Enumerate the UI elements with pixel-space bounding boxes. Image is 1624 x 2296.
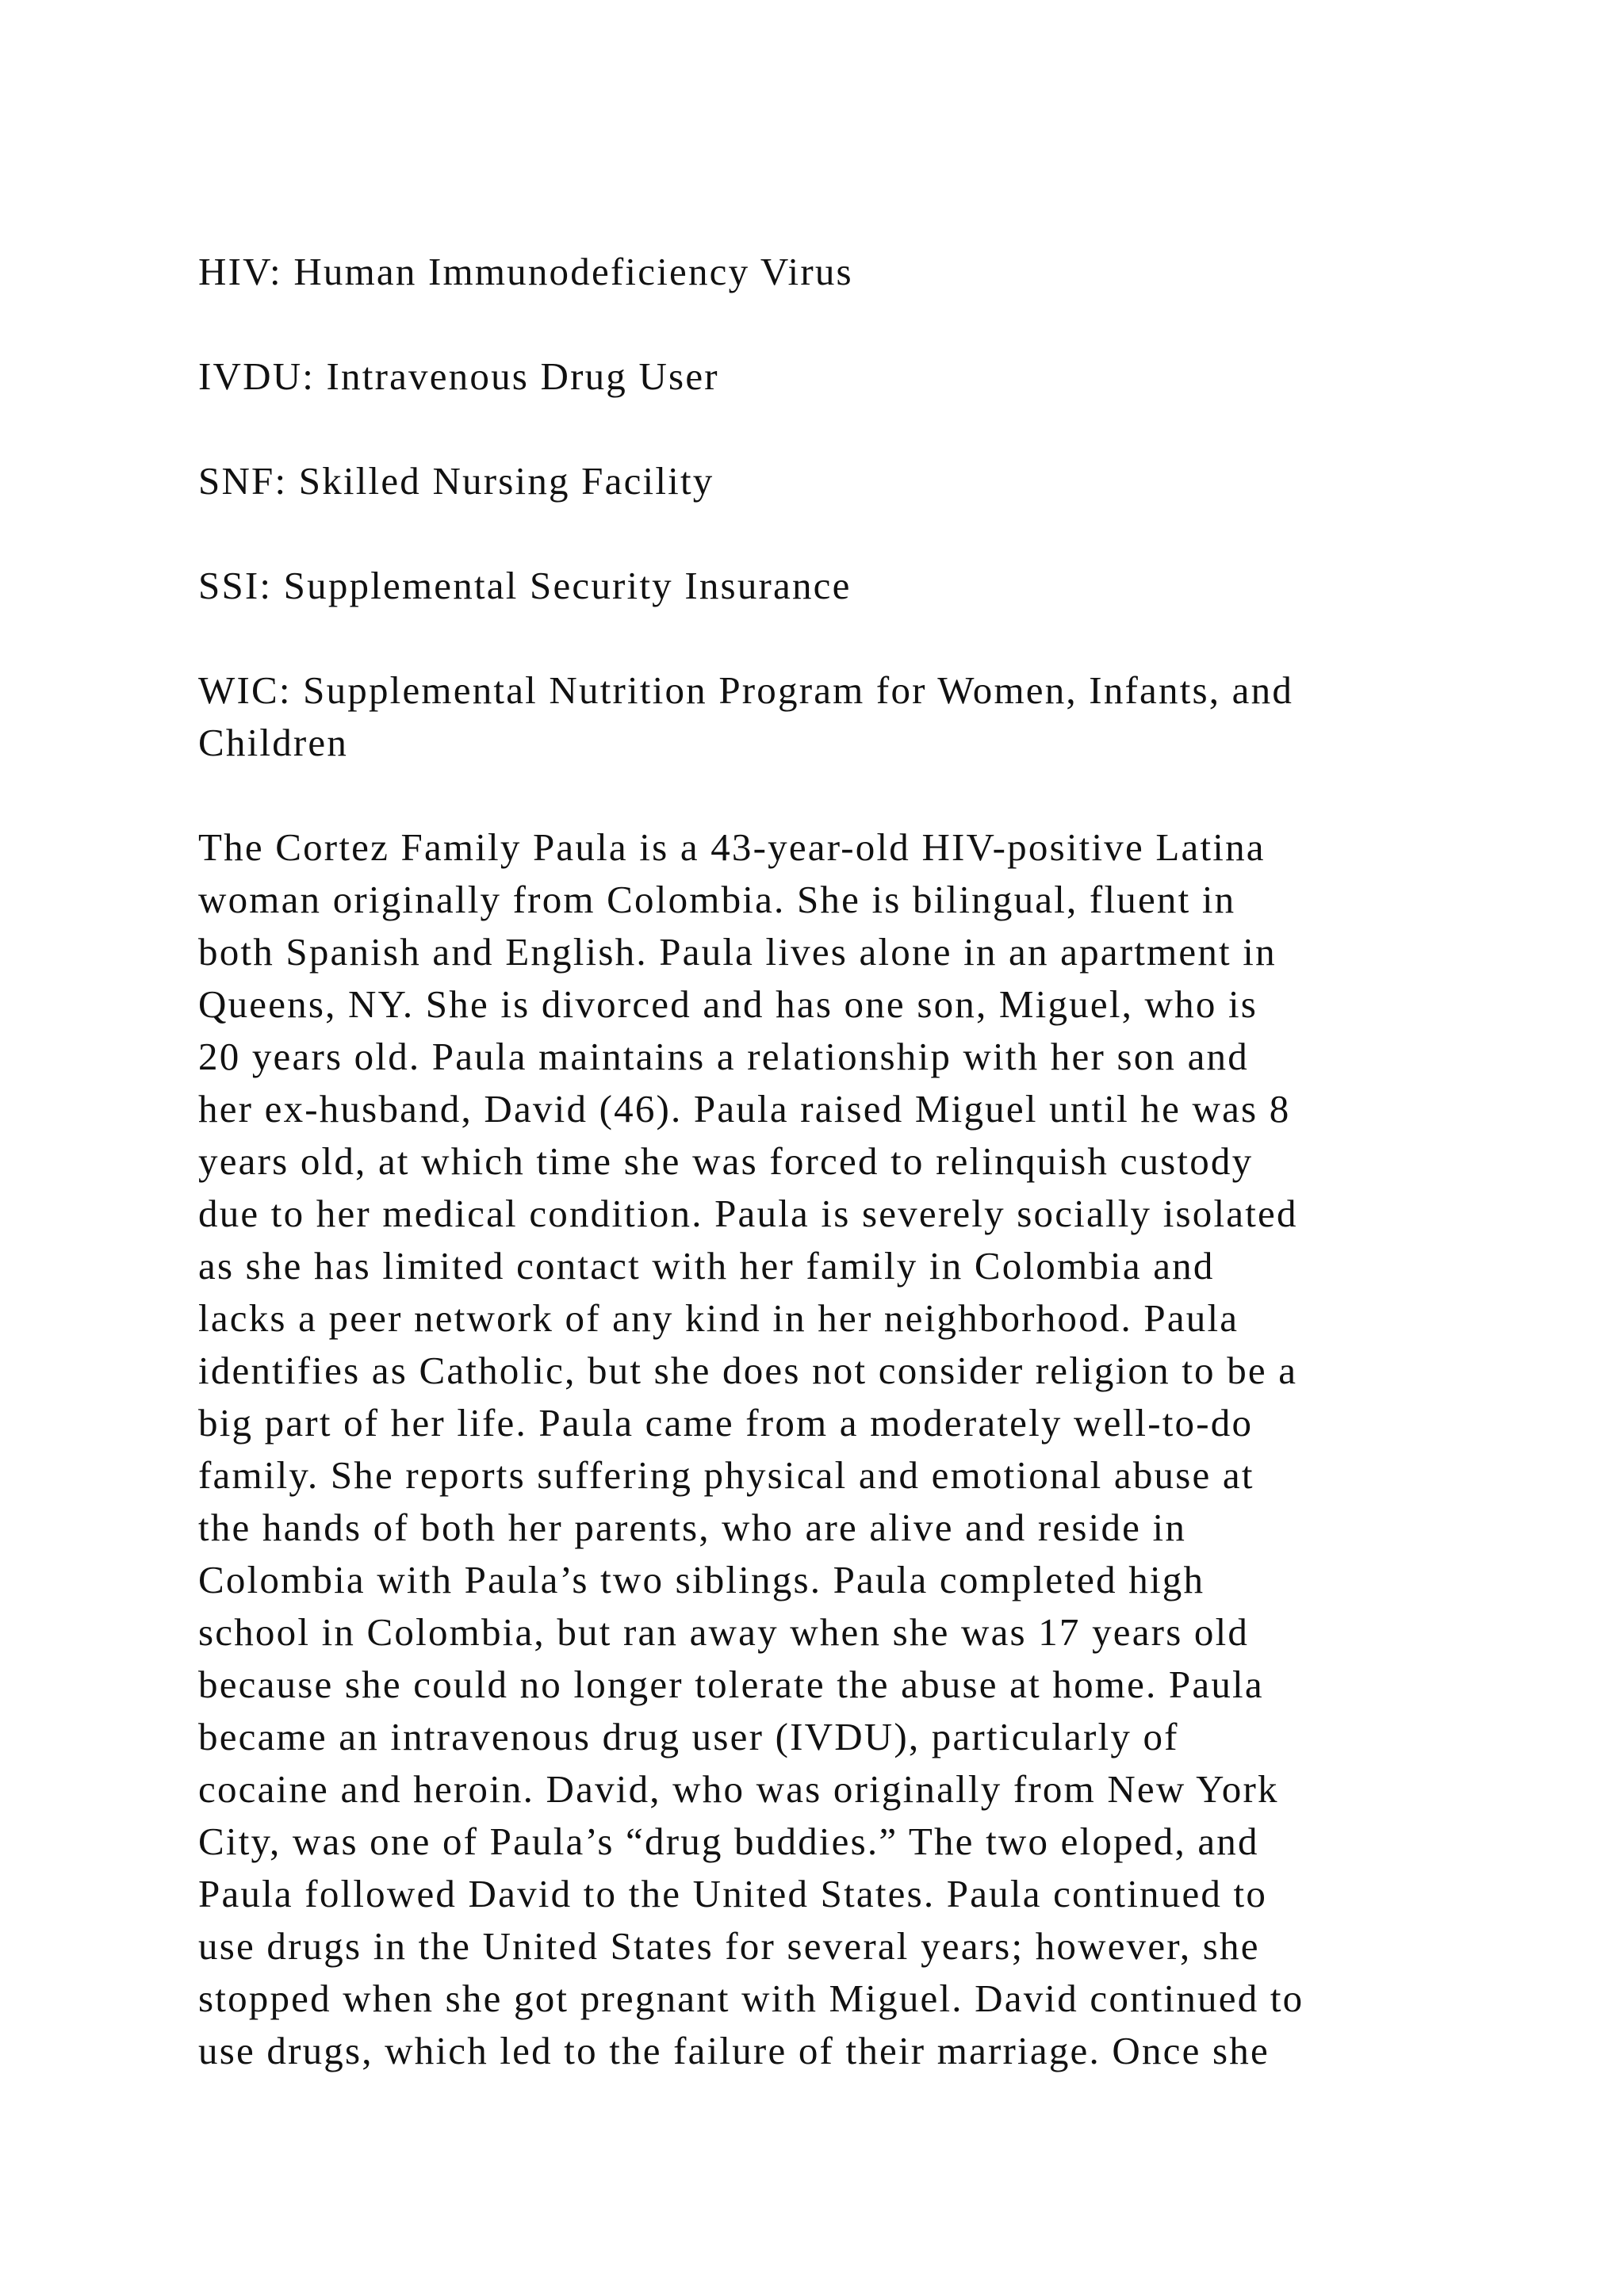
narrative-line: use drugs in the United States for several years; however, she — [198, 1924, 1260, 1968]
abbreviation-wic — [198, 664, 1435, 769]
narrative-line: 20 years old. Paula maintains a relationship with her son and — [198, 1035, 1249, 1078]
narrative-line: as she has limited contact with her family in Colombia and — [198, 1244, 1215, 1288]
abbreviation-line: IVDU: Intravenous Drug User — [198, 354, 719, 398]
narrative-line: years old, at which time she was forced to relinquish custody — [198, 1139, 1254, 1183]
narrative-line: school in Colombia, but ran away when she was 17 years old — [198, 1610, 1250, 1654]
narrative-line: identifies as Catholic, but she does not consider religion to be a — [198, 1349, 1298, 1392]
narrative-line: her ex-husband, David (46). Paula raised Miguel until he was 8 — [198, 1087, 1291, 1131]
document-content — [198, 246, 1435, 2077]
case-narrative — [198, 821, 1435, 2077]
abbreviation-ssi — [198, 560, 1435, 612]
narrative-line: The Cortez Family Paula is a 43-year-old HIV-positive Latina — [198, 825, 1266, 869]
narrative-line: became an intravenous drug user (IVDU), particularly of — [198, 1715, 1179, 1758]
narrative-line: big part of her life. Paula came from a moderately well-to-do — [198, 1401, 1254, 1445]
narrative-line: Colombia with Paula’s two siblings. Paula completed high — [198, 1558, 1205, 1601]
narrative-line: woman originally from Colombia. She is bilingual, fluent in — [198, 878, 1236, 921]
abbreviation-ivdu — [198, 350, 1435, 403]
narrative-line: both Spanish and English. Paula lives alone in an apartment in — [198, 930, 1277, 974]
narrative-line: lacks a peer network of any kind in her neighborhood. Paula — [198, 1296, 1239, 1340]
abbreviation-line: Children — [198, 721, 349, 764]
abbreviation-line: WIC: Supplemental Nutrition Program for Women, Infants, and — [198, 668, 1294, 712]
narrative-line: Queens, NY. She is divorced and has one son, Miguel, who is — [198, 982, 1258, 1026]
abbreviation-line: SSI: Supplemental Security Insurance — [198, 564, 852, 607]
abbreviation-hiv — [198, 246, 1435, 298]
abbreviation-line: SNF: Skilled Nursing Facility — [198, 459, 714, 503]
abbreviation-snf — [198, 455, 1435, 507]
narrative-line: due to her medical condition. Paula is severely socially isolated — [198, 1192, 1298, 1235]
narrative-line: the hands of both her parents, who are alive and reside in — [198, 1506, 1187, 1549]
narrative-line: stopped when she got pregnant with Miguel. David continued to — [198, 1976, 1304, 2020]
narrative-line: because she could no longer tolerate the abuse at home. Paula — [198, 1663, 1264, 1706]
narrative-line: cocaine and heroin. David, who was originally from New York — [198, 1767, 1279, 1811]
narrative-line: use drugs, which led to the failure of their marriage. Once she — [198, 2029, 1270, 2072]
narrative-line: family. She reports suffering physical and emotional abuse at — [198, 1453, 1254, 1497]
abbreviation-line: HIV: Human Immunodeficiency Virus — [198, 250, 853, 293]
narrative-line: City, was one of Paula’s “drug buddies.” The two eloped, and — [198, 1820, 1259, 1863]
narrative-line: Paula followed David to the United States. Paula continued to — [198, 1872, 1268, 1915]
